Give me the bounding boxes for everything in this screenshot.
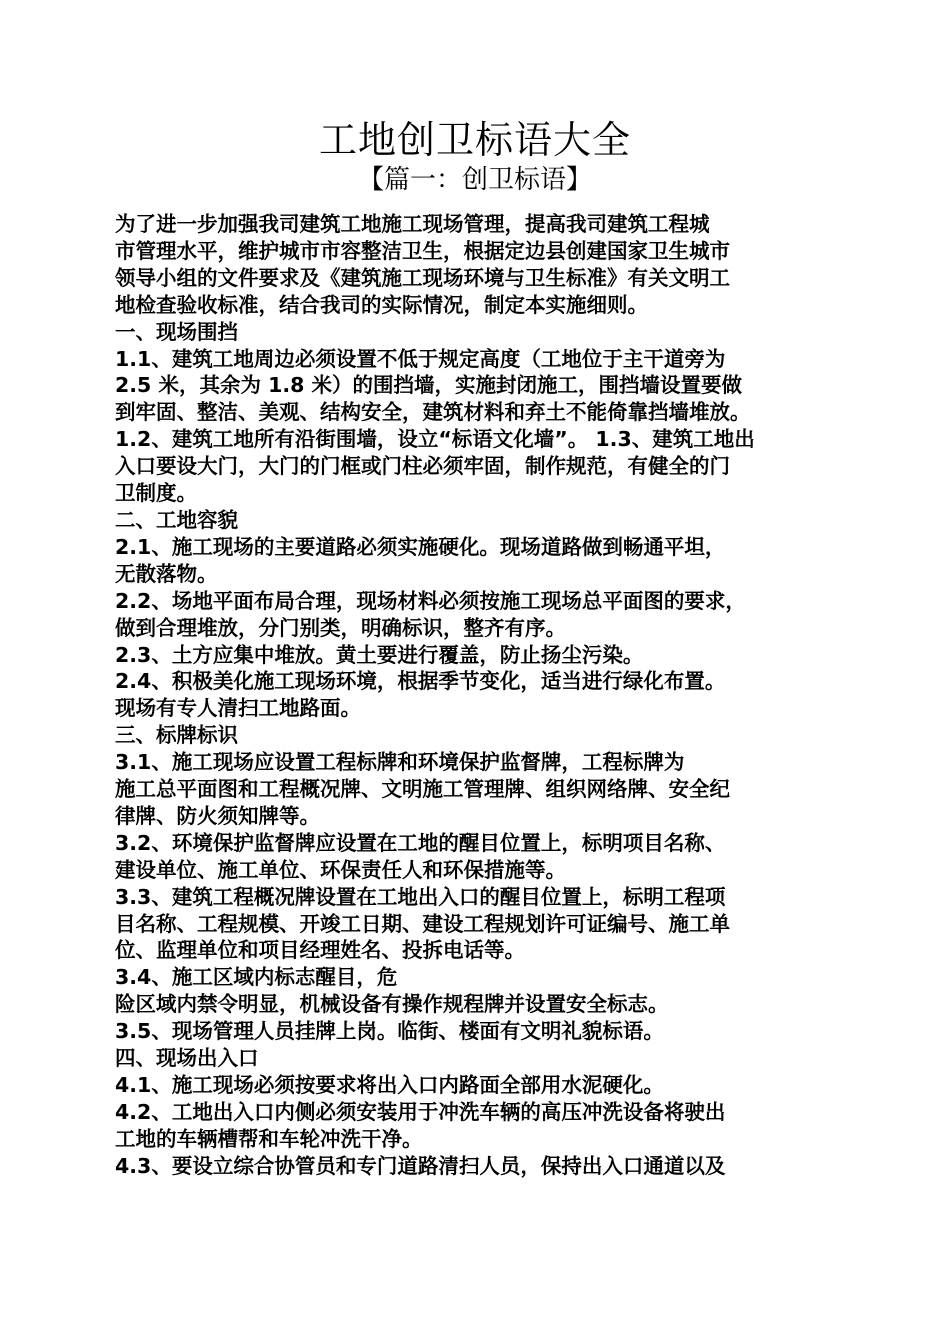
text-line: 市管理水平，维护城市市容整洁卫生，根据定边县创建国家卫生城市 [115, 238, 730, 263]
text-line: 目名称、工程规模、开竣工日期、建设工程规划许可证编号、施工单 [115, 911, 730, 936]
text-line: 一、现场围挡 [115, 319, 238, 344]
text-line: 工地的车辆槽帮和车轮冲洗干净。 [115, 1126, 423, 1151]
text-line: 2.3、土方应集中堆放。黄土要进行覆盖，防止扬尘污染。 [115, 642, 644, 667]
text-line: 施工总平面图和工程概况牌、文明施工管理牌、组织网络牌、安全纪 [115, 777, 730, 802]
body-text [115, 211, 845, 1180]
text-line: 做到合理堆放，分门别类，明确标识，整齐有序。 [115, 615, 566, 640]
text-line: 无散落物。 [115, 561, 218, 586]
text-line: 3.3、建筑工程概况牌设置在工地出入口的醒目位置上，标明工程项 [115, 884, 726, 909]
text-line: 2.5 米，其余为 1.8 米）的围挡墙，实施封闭施工，围挡墙设置要做 [115, 373, 743, 398]
text-line: 二、工地容貌 [115, 507, 238, 532]
text-line: 领导小组的文件要求及《建筑施工现场环境与卫生标准》有关文明工 [115, 265, 730, 290]
text-line: 现场有专人清扫工地路面。 [115, 696, 361, 721]
text-line: 2.1、施工现场的主要道路必须实施硬化。现场道路做到畅通平坦， [115, 534, 726, 559]
page-title: 工地创卫标语大全 [318, 118, 631, 162]
page-subtitle: 【篇一：创卫标语】 [357, 165, 592, 195]
text-line: 3.1、施工现场应设置工程标牌和环境保护监督牌，工程标牌为 [115, 750, 685, 775]
text-line: 4.2、工地出入口内侧必须安装用于冲洗车辆的高压冲洗设备将驶出 [115, 1099, 726, 1124]
text-line: 2.2、场地平面布局合理，现场材料必须按施工现场总平面图的要求， [115, 588, 746, 613]
text-line: 4.3、要设立综合协管员和专门道路清扫人员，保持出入口通道以及 [115, 1153, 726, 1178]
text-line: 建设单位、施工单位、环保责任人和环保措施等。 [115, 857, 566, 882]
text-line: 入口要设大门，大门的门框或门柱必须牢固，制作规范，有健全的门 [115, 454, 730, 479]
text-line: 3.2、环境保护监督牌应设置在工地的醒目位置上，标明项目名称、 [115, 830, 726, 855]
text-line: 4.1、施工现场必须按要求将出入口内路面全部用水泥硬化。 [115, 1073, 664, 1097]
text-line: 3.4、施工区域内标志醒目，危 [115, 965, 398, 990]
text-line: 四、现场出入口 [115, 1046, 259, 1071]
text-line: 三、标牌标识 [115, 723, 238, 748]
text-line: 为了进一步加强我司建筑工地施工现场管理，提高我司建筑工程城 [115, 212, 710, 236]
text-line: 3.5、现场管理人员挂牌上岗。临街、楼面有文明礼貌标语。 [115, 1019, 664, 1044]
text-line: 地检查验收标准，结合我司的实际情况，制定本实施细则。 [115, 292, 648, 317]
text-line: 卫制度。 [115, 481, 197, 506]
text-line: 2.4、积极美化施工现场环境，根据季节变化，适当进行绿化布置。 [115, 669, 726, 694]
text-line: 位、监理单位和项目经理姓名、投拆电话等。 [115, 938, 525, 963]
text-line: 1.2、建筑工地所有沿街围墙，设立“标语文化墙”。 1.3、建筑工地出 [115, 427, 755, 452]
text-line: 险区域内禁令明显，机械设备有操作规程牌并设置安全标志。 [115, 992, 669, 1017]
text-line: 1.1、建筑工地周边必须设置不低于规定高度（工地位于主干道旁为 [115, 346, 726, 371]
text-line: 到牢固、整洁、美观、结构安全，建筑材料和弃土不能倚靠挡墙堆放。 [115, 400, 751, 425]
text-line: 律牌、防火须知牌等。 [115, 803, 320, 828]
